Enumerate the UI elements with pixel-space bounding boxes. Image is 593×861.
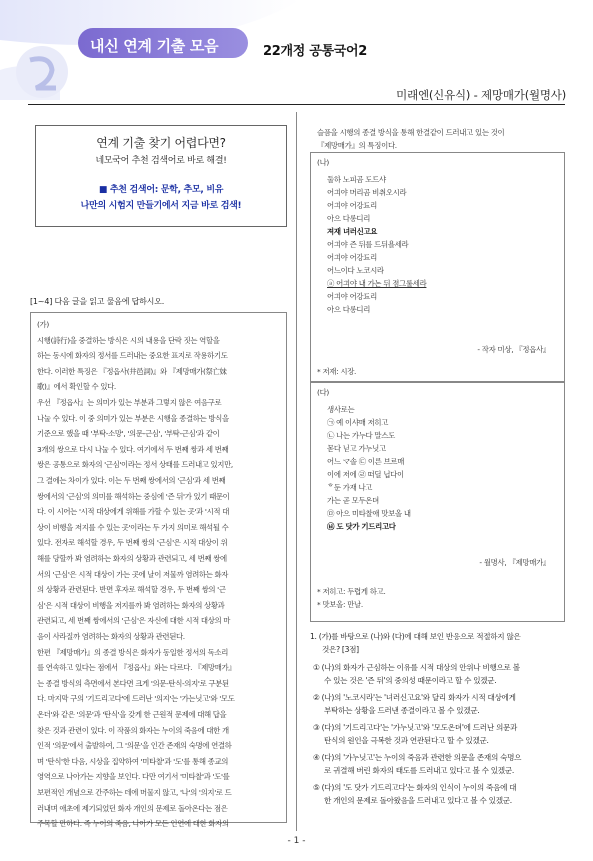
header-title: 내신 연계 기출 모음	[90, 37, 219, 55]
poem-line: 어긔야 어강됴리	[327, 292, 377, 301]
passage-line: 러내며 애초에 제기되었던 화자 개인의 문제로 돌아온다는 점은	[37, 803, 228, 813]
poem-da-note: * 저히고: 두렵게 하고.	[317, 587, 386, 596]
poem-line: 이에 저에 ㉣ 떠딜 닙다이	[327, 470, 404, 479]
answer-option[interactable]: ④ (다)의 '가누닛고'는 누이의 죽음과 관련한 의문을 존재의 숙명으	[313, 753, 522, 762]
poem-line: ㉤ 아으 미타찰애 맛보올 내	[327, 509, 411, 518]
passage-line: 기준으로 했을 때 '부탁-소망', '의문-근심', '부탁-근심'과 같이	[37, 429, 220, 439]
passage-line: 한편 『제망매가』의 종결 방식은 화자가 동일한 정서의 독소리	[37, 647, 229, 657]
poem-na-label: (나)	[317, 158, 330, 167]
promo-subline: 네모국어 추천 검색어로 바로 해결!	[95, 156, 227, 166]
poem-line: 어긔야 머리곰 비취오시라	[327, 188, 407, 197]
passage-ga-label: (가)	[37, 320, 49, 329]
poem-line: 어느 マ솔 ㉢ 이른 브르매	[327, 457, 405, 466]
question-stem-text: (가)를 바탕으로 (나)와 (다)에 대해 보인 반응으로 적절하지 않은	[318, 632, 521, 641]
answer-option-cont: 수 있는 것은 '즌 뒤'의 중의성 때문이라고 할 수 있겠군.	[324, 676, 497, 685]
poem-line: 어긔야 즌 뒤를 드뒤욜세라	[327, 240, 409, 249]
passage-line: 심'은 시적 대상이 비행을 저지를까 봐 염려하는 화자의 상황과	[37, 600, 225, 610]
passage-line: 상이 비행을 저지를 수 있는 곳'이라는 두 가지 의미로 해석될 수	[37, 522, 229, 532]
poem-na-source: - 작자 미상, 『정읍사』	[477, 345, 550, 354]
poem-line: ᄒ둔 가재 나고	[327, 483, 373, 492]
poem-line: 둘하 노피곰 도드샤	[327, 175, 386, 184]
poem-line: 어느이다 노코시라	[327, 266, 384, 275]
poem-line: 아으 다롱디리	[327, 214, 371, 223]
poem-da-label: (다)	[317, 388, 330, 397]
passage-line: 인적 '의문'에서 출발하여, 그 '의문'을 인간 존재의 숙명에 연결하	[37, 741, 232, 751]
passage-line: 우선 『정읍사』는 의미가 있는 부분과 그렇지 않은 여음구로	[37, 398, 222, 407]
column-divider	[296, 112, 297, 831]
poem-line: 몯다 닏고 가누닛고	[327, 444, 386, 453]
passage-line: 를 연속하고 있다는 점에서 『정읍사』와는 다르다. 『제망매가』	[37, 663, 236, 673]
promo-cta: 나만의 시험지 만들기에서 지금 바로 검색!	[80, 201, 242, 211]
passage-line: 관련되고, 세 번째 쌍에서의 '근심'은 자신에 대한 시적 대상의 마	[37, 616, 231, 626]
passage-line: 해를 당할까 봐 염려하는 화자의 상황과 관련되고, 세 번째 쌍에	[37, 554, 227, 563]
passage-line: 서의 '근심'은 시적 대상이 가는 곳에 날이 저물까 염려하는 화자	[37, 569, 229, 579]
answer-option-cont: 탄식의 원인을 극복한 것과 연관된다고 할 수 있겠군.	[324, 736, 489, 745]
passage-line: 주목할 만하다. 즉 누이의 죽음, 나아가 모든 인연에 대한 화자의	[37, 819, 229, 829]
poem-da-source: - 월명사, 『제망매가』	[479, 558, 550, 567]
answer-option[interactable]: ③ (다)의 '기드리고다'는 '가누닛고'와 '모도온뎌'에 드러난 의문과	[313, 723, 518, 732]
passage-line: 쌍에서의 '근심'의 의미를 해석하는 중심에 '즌 뒤'가 있기 때문이	[37, 491, 230, 501]
poem-line: 생사로는	[327, 405, 355, 414]
poem-line: 가는 곧 모두온뎌	[327, 496, 379, 505]
poem-na-note: * 저재: 시장.	[317, 367, 357, 376]
poem-line: ㉥ 도 닷가 기드리고다	[327, 522, 396, 531]
passage-line: 영역으로 나아가는 지향을 보인다. 다만 여기서 '미타찰'과 '도'를	[37, 772, 230, 782]
work-title: 미래엔(신유식) - 제망매가(월명사)	[396, 88, 566, 102]
instruction: [1~4] 다음 글을 읽고 물음에 답하시오.	[30, 297, 165, 306]
answer-option-cont: 로 귀결해 버린 화자의 태도를 드러내고 있다고 볼 수 있겠군.	[324, 766, 514, 775]
passage-line: 나눌 수 있다. 이 중 의미가 있는 부분은 시행을 종결하는 방식을	[37, 413, 229, 423]
passage-line: 보편적인 개념으로 간주하는 데에 머물지 않고, '나'의 '의지'로 드	[37, 788, 232, 797]
passage-line: 3개의 쌍으로 다시 나눌 수 있다. 여기에서 두 번째 쌍과 세 번째	[37, 444, 229, 454]
passage-line: 쌍은 공통으로 화자의 '근심'이라는 정서 상태를 드러내고 있지만,	[37, 460, 233, 470]
passage-line: 한다. 이러한 특징은 『정읍사(井邑詞)』와 『제망매가(祭亡妹	[37, 366, 227, 376]
passage-line: 있다. 전자로 해석할 경우, 두 번째 쌍의 '근심'은 시적 대상이 위	[37, 538, 228, 548]
poem-line: 어긔야 어강됴리	[327, 201, 377, 210]
question-number: 1.	[310, 632, 317, 641]
passage-continuation-line: 『제망매가』의 특징이다.	[317, 141, 397, 150]
passage-line: 그 결에는 차이가 있다. 이는 두 번째 쌍에서의 '근심'과 세 번째	[37, 476, 226, 485]
header-subtitle: 22개정 공통국어2	[263, 44, 368, 59]
passage-line: 찾은 것과 관련이 있다. 이 작품의 화자는 누이의 죽음에 대한 개	[37, 725, 229, 735]
question-stem	[310, 631, 521, 643]
page-number: - 1 -	[287, 836, 306, 846]
passage-line: 시행(詩行)을 중결하는 방식은 시의 내용을 단락 짓는 역할을	[37, 335, 220, 345]
passage-line: 음이 사라질까 염려하는 화자의 상황과 관련된다.	[37, 632, 185, 641]
passage-line: 歌)』에서 확인할 수 있다.	[37, 382, 116, 392]
answer-option-cont: 한 개인의 문제로 돌아왔음을 드러내고 있다고 볼 수 있겠군.	[324, 796, 512, 805]
answer-option[interactable]: ⑤ (다)의 '도 닷가 기드리고다'는 화자의 인식이 누이의 죽음에 대	[313, 783, 517, 792]
poem-line: 어긔야 어강됴리	[327, 253, 377, 262]
passage-left-box	[30, 312, 287, 829]
answer-option-cont: 부탁하는 상황을 드러낸 종결이라고 볼 수 있겠군.	[324, 706, 480, 715]
passage-line: 며 '탄식'한 다음, 시상을 집약하여 '미타찰'과 '도'를 통해 종교의	[37, 756, 229, 766]
answer-option[interactable]: ② (나)의 '노코시라'는 '녀러신고요'와 달리 화자가 시적 대상에게	[313, 693, 516, 702]
answer-option[interactable]: ① (나)의 화자가 근심하는 이유를 시적 대상의 안위나 비행으로 볼	[313, 663, 520, 672]
poem-da-note: * 맛보올: 만날.	[317, 600, 363, 609]
passage-line: 다. 이 시어는 '시적 대상에게 위해를 가할 수 있는 곳'과 '시적 대	[37, 507, 229, 517]
passage-line: 하는 동시에 화자의 정서를 드러내는 중요한 표지로 작용하기도	[37, 351, 228, 361]
promo-keywords: ■ 추천 검색어: 문학, 추모, 비유	[98, 185, 224, 195]
passage-line: 는 종결 방식의 측면에서 본다면 크게 '의문-탄식-의지'로 구분된	[37, 678, 229, 688]
passage-line: 의 상황과 관련된다. 반면 후자로 해석할 경우, 두 번째 쌍의 '근	[37, 585, 226, 595]
poem-line: 아으 다롱디리	[327, 305, 371, 314]
passage-line: 온더'와 같은 '의문'과 '탄식'을 갖게 한 근원적 문제에 대해 답을	[37, 710, 227, 719]
passage-continuation-line: 슬픔을 시행의 종결 방식을 통해 한결같이 드러내고 있는 것이	[317, 128, 505, 137]
question-stem-cont: 것은? [3점]	[322, 645, 359, 654]
poem-line: ㉠ 예 이샤매 저히고	[327, 418, 389, 427]
passage-line: 다. 마지막 구의 '기드리고다'에 드러난 '의지'는 '가는닛고'와 '모도	[37, 694, 235, 704]
poem-line: ㉡ 나는 가누다 말스도	[327, 431, 395, 440]
promo-box	[35, 125, 287, 227]
poem-line-underlined: ⓐ 어긔야 내 가논 뒤 졈그룰세라	[327, 279, 427, 288]
poem-line: 져재 녀러신고요	[327, 227, 378, 236]
promo-headline: 연계 기출 찾기 어렵다면?	[96, 136, 226, 150]
header-divider	[28, 104, 565, 105]
